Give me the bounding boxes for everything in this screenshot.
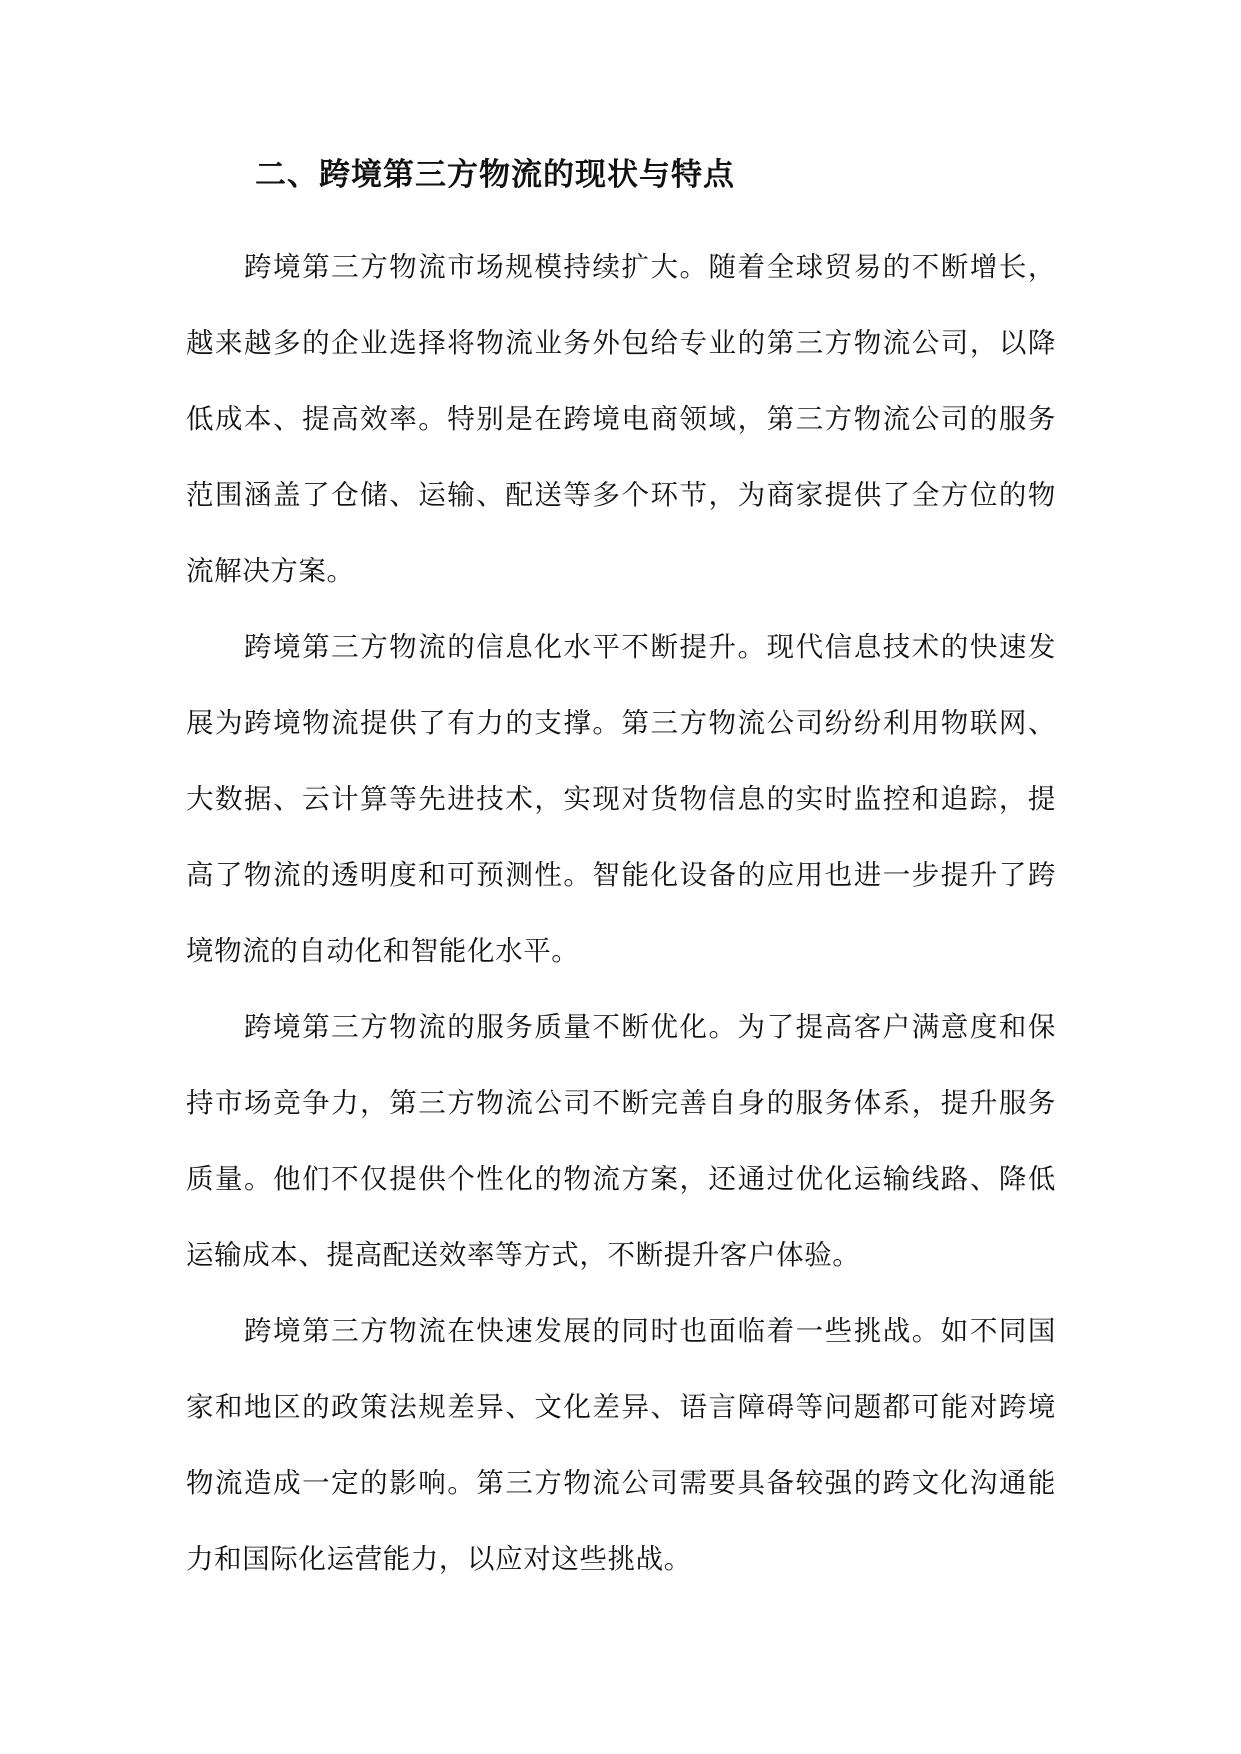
- section-heading: 二、跨境第三方物流的现状与特点: [255, 157, 735, 193]
- paragraph-market-scale: 跨境第三方物流市场规模持续扩大。随着全球贸易的不断增长，越来越多的企业选择将物流业务外包给专业的第三方物流公司，以降低成本、提高效率。特别是在跨境电商领域，第三方物流公司的服务范围涵盖了仓储、运输、配送等多个环节，为商家提供了全方位的物流解决方案。: [186, 251, 1056, 587]
- body-text: [186, 229, 1056, 1597]
- paragraph-informatization: 跨境第三方物流的信息化水平不断提升。现代信息技术的快速发展为跨境物流提供了有力的支撑。第三方物流公司纷纷利用物联网、大数据、云计算等先进技术，实现对货物信息的实时监控和追踪，提高了物流的透明度和可预测性。智能化设备的应用也进一步提升了跨境物流的自动化和智能化水平。: [186, 631, 1056, 967]
- paragraph-challenges: 跨境第三方物流在快速发展的同时也面临着一些挑战。如不同国家和地区的政策法规差异、文化差异、语言障碍等问题都可能对跨境物流造成一定的影响。第三方物流公司需要具备较强的跨文化沟通能力和国际化运营能力，以应对这些挑战。: [186, 1315, 1056, 1575]
- paragraph-service-quality: 跨境第三方物流的服务质量不断优化。为了提高客户满意度和保持市场竞争力，第三方物流公司不断完善自身的服务体系，提升服务质量。他们不仅提供个性化的物流方案，还通过优化运输线路、降低运输成本、提高配送效率等方式，不断提升客户体验。: [186, 1011, 1056, 1271]
